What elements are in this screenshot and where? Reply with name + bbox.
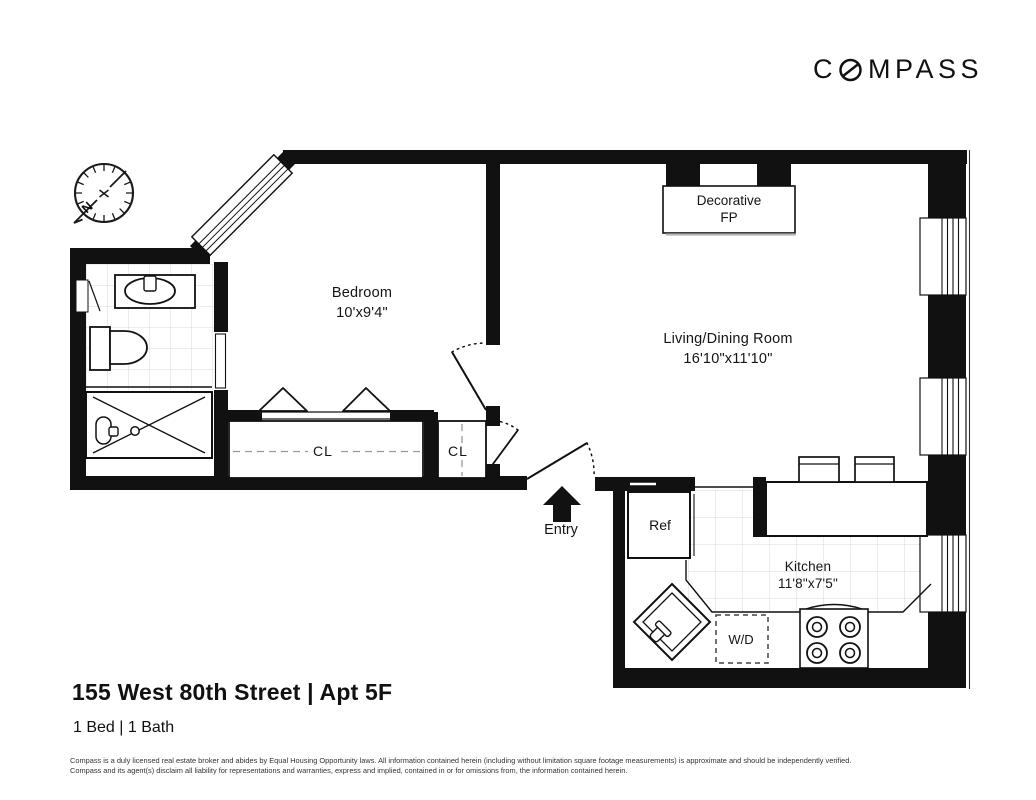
closet-large-label: CL: [308, 443, 338, 459]
compass-rose-icon: [74, 164, 133, 223]
logo-text-prefix: C: [813, 54, 837, 84]
toilet-bowl-icon: [110, 331, 147, 364]
bedroom-dims: 10'x9'4": [336, 305, 388, 321]
washer-dryer-label: W/D: [728, 632, 754, 647]
beds-baths: 1 Bed | 1 Bath: [73, 719, 175, 736]
fireplace-line2: FP: [720, 210, 738, 225]
wall-niche: [76, 280, 88, 312]
living-dining-name: Living/Dining Room: [663, 331, 793, 347]
bedroom-label: [332, 283, 392, 323]
fireplace-line1: Decorative: [696, 193, 762, 208]
kitchen-label: [778, 558, 838, 592]
logo-text-suffix: MPASS: [868, 54, 984, 84]
disclaimer: [70, 756, 851, 776]
faucet-icon: [144, 276, 156, 291]
refrigerator-label: Ref: [649, 517, 671, 533]
closets: [229, 388, 486, 478]
entry-label: Entry: [544, 522, 578, 538]
fireplace-label: [697, 192, 762, 226]
slashed-o-icon: [838, 57, 863, 82]
right-wall-windows: [920, 218, 966, 612]
address-title: 155 West 80th Street | Apt 5F: [72, 679, 393, 705]
peninsula-counter: [766, 482, 927, 536]
entry-arrow-icon: [543, 486, 581, 522]
living-dining-dims: 16'10"x11'10": [683, 351, 773, 367]
toilet-tank-icon: [90, 327, 110, 370]
bathroom-door-leaf: [216, 334, 226, 388]
stove-icon: [800, 605, 868, 669]
stool-icons: [799, 457, 894, 482]
disclaimer-line1: Compass is a duly licensed real estate broker and abides by Equal Housing Opportunity laws. All information contained herein (including without limitation square footage measurements) is approximate and should be independently verified.: [70, 756, 852, 765]
disclaimer-line2: Compass and its agent(s) disclaim all liability for representations and warranties, express and implied, contained in or for omissions from, the information contained herein.: [70, 765, 628, 775]
compass-logo: [813, 54, 983, 85]
closet-small-label: CL: [443, 443, 473, 459]
peninsula-cap: [753, 477, 766, 537]
diagonal-window: [192, 155, 292, 255]
north-label: N: [78, 198, 96, 217]
kitchen-name: Kitchen: [784, 559, 832, 574]
kitchen-dims: 11'8"x7'5": [777, 576, 839, 591]
bifold-door-icon: [259, 388, 390, 411]
living-dining-label: [663, 329, 792, 369]
bedroom-name: Bedroom: [331, 285, 393, 301]
